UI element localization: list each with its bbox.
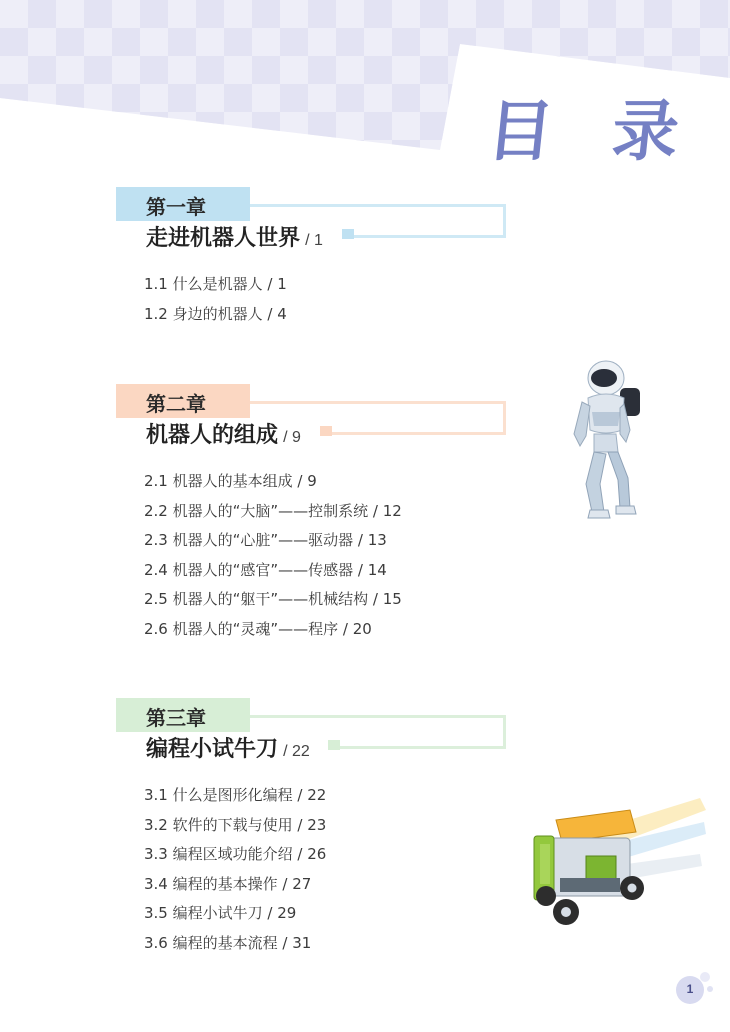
chapter-3-items — [144, 784, 326, 961]
humanoid-robot-image — [560, 356, 646, 526]
chapter-tag — [116, 384, 250, 418]
decorative-dot — [700, 972, 710, 982]
chapter-page: / 1 — [305, 232, 323, 249]
chapter-2-items — [144, 470, 402, 647]
chapter-name: 编程小试牛刀 — [146, 736, 279, 762]
toc-item[interactable]: 3.1 什么是图形化编程 / 22 — [144, 786, 327, 804]
chapter-tag — [116, 187, 250, 221]
toc-item[interactable]: 2.5 机器人的“躯干”——机械结构 / 15 — [144, 590, 402, 608]
chapter-tag-label: 第三章 — [146, 706, 206, 730]
toc-item[interactable]: 3.4 编程的基本操作 / 27 — [144, 874, 312, 893]
chapter-underline — [332, 432, 506, 435]
toc-item[interactable]: 2.6 机器人的“灵魂”——程序 / 20 — [144, 619, 372, 638]
lego-car-image — [520, 792, 710, 942]
page-number: 1 — [686, 982, 694, 996]
page-number-badge — [676, 976, 706, 1006]
toc-item[interactable]: 3.6 编程的基本流程 / 31 — [144, 933, 312, 952]
toc-item[interactable]: 3.5 编程小试牛刀 / 29 — [144, 904, 297, 922]
chapter-page: / 22 — [283, 743, 310, 760]
decorative-dot — [707, 986, 713, 992]
chapter-name: 机器人的组成 — [146, 422, 279, 448]
chapter-square — [320, 426, 332, 436]
chapter-square — [342, 229, 354, 239]
page-title: 目 录 — [483, 93, 701, 170]
chapter-tag — [116, 698, 250, 732]
toc-item[interactable]: 2.1 机器人的基本组成 / 9 — [144, 472, 317, 490]
chapter-underline — [354, 235, 506, 238]
toc-item[interactable]: 3.2 软件的下载与使用 / 23 — [144, 815, 327, 834]
toc-item[interactable]: 1.1 什么是机器人 / 1 — [144, 275, 287, 293]
chapter-tag-label: 第二章 — [146, 392, 206, 416]
toc-item[interactable]: 2.3 机器人的“心脏”——驱动器 / 13 — [144, 531, 387, 549]
chapter-heading — [146, 732, 310, 763]
chapter-name: 走进机器人世界 — [146, 225, 301, 251]
chapter-1-items — [144, 273, 287, 332]
chapter-page: / 9 — [283, 429, 301, 446]
chapter-heading — [146, 221, 323, 252]
chapter-underline — [340, 746, 506, 749]
chapter-square — [328, 740, 340, 750]
chapter-heading — [146, 418, 301, 449]
chapter-tag-label: 第一章 — [146, 195, 206, 219]
toc-item[interactable]: 2.2 机器人的“大脑”——控制系统 / 12 — [144, 501, 402, 520]
toc-item[interactable]: 1.2 身边的机器人 / 4 — [144, 304, 287, 323]
toc-item[interactable]: 2.4 机器人的“感官”——传感器 / 14 — [144, 560, 387, 579]
toc-item[interactable]: 3.3 编程区域功能介绍 / 26 — [144, 845, 327, 863]
